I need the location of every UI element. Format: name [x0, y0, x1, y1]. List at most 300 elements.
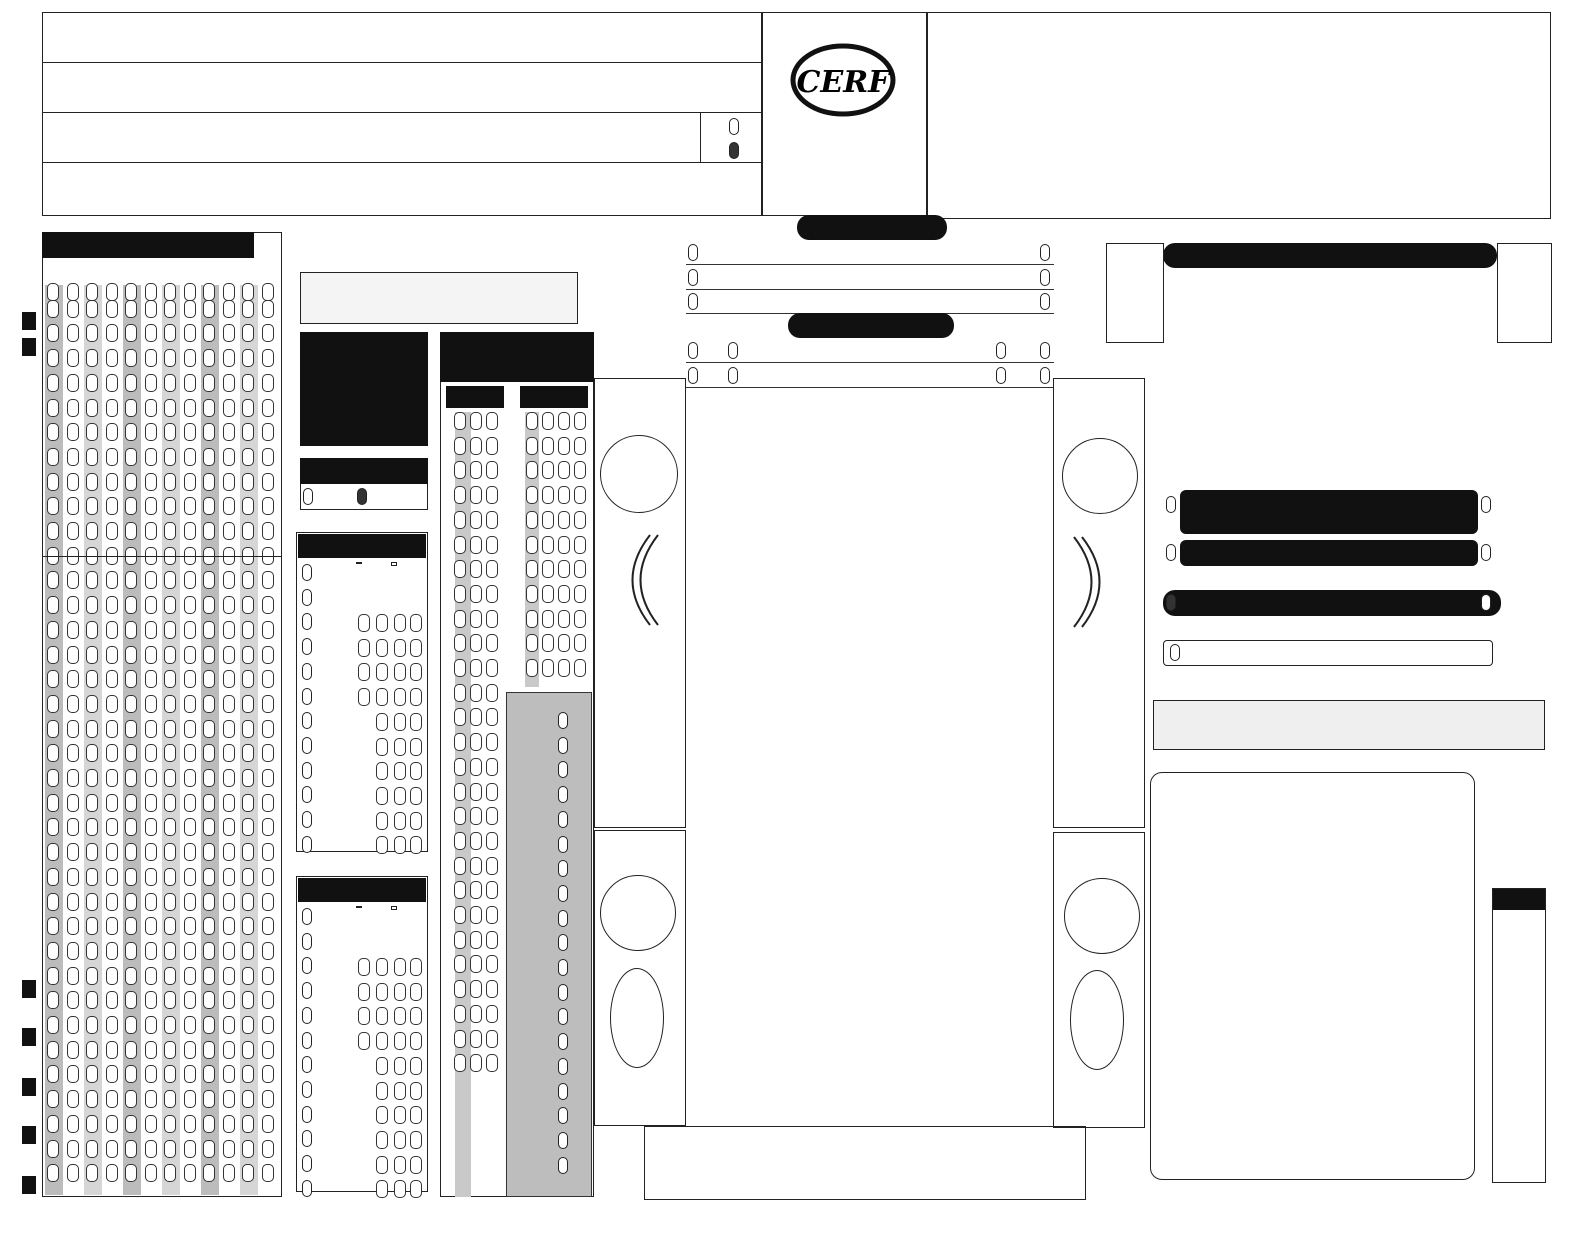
birth-date-month-oval[interactable]	[302, 564, 312, 581]
registration-bubble[interactable]	[242, 967, 254, 985]
birth-date-digit-bubble[interactable]	[376, 738, 388, 756]
registration-bubble[interactable]	[262, 991, 274, 1009]
exam-date-digit-bubble[interactable]	[394, 1057, 406, 1075]
globe-row-oval[interactable]	[1040, 244, 1050, 261]
registration-bubble[interactable]	[47, 374, 59, 392]
cerf-breed-bubble[interactable]	[454, 1030, 466, 1048]
registration-bubble[interactable]	[203, 917, 215, 935]
registration-bubble[interactable]	[242, 1041, 254, 1059]
registration-bubble[interactable]	[86, 843, 98, 861]
registration-bubble[interactable]	[242, 497, 254, 515]
registration-bubble[interactable]	[67, 621, 79, 639]
registration-bubble[interactable]	[223, 1140, 235, 1158]
birth-date-digit-bubble[interactable]	[376, 713, 388, 731]
cerf-breed-bubble[interactable]	[470, 931, 482, 949]
registration-bubble[interactable]	[47, 448, 59, 466]
cerf-color-bubble[interactable]	[574, 412, 586, 430]
exam-date-digit-bubble[interactable]	[410, 1156, 422, 1174]
registration-bubble[interactable]	[86, 473, 98, 491]
registration-bubble[interactable]	[47, 720, 59, 738]
eyelid-row-oval[interactable]	[688, 342, 698, 359]
cerf-breed-bubble[interactable]	[486, 857, 498, 875]
registration-bubble[interactable]	[67, 423, 79, 441]
exam-date-digit-bubble[interactable]	[358, 983, 370, 1001]
registration-bubble[interactable]	[145, 497, 157, 515]
registration-bubble[interactable]	[262, 1065, 274, 1083]
registration-bubble[interactable]	[125, 1065, 137, 1083]
registration-bubble[interactable]	[223, 596, 235, 614]
registration-bubble[interactable]	[184, 374, 196, 392]
registration-bubble[interactable]	[164, 646, 176, 664]
exam-date-digit-bubble[interactable]	[394, 1131, 406, 1149]
sex-m-oval[interactable]	[729, 118, 739, 135]
cerf-color-bubble[interactable]	[558, 560, 570, 578]
cerf-breed-bubble[interactable]	[454, 955, 466, 973]
registration-bubble[interactable]	[145, 571, 157, 589]
registration-blank-bubble[interactable]	[203, 283, 215, 301]
exam-date-month-oval[interactable]	[302, 1130, 312, 1147]
registration-bubble[interactable]	[145, 868, 157, 886]
cerf-breed-bubble[interactable]	[470, 980, 482, 998]
registration-bubble[interactable]	[164, 794, 176, 812]
registration-bubble[interactable]	[242, 522, 254, 540]
cerf-breed-bubble[interactable]	[454, 610, 466, 628]
registration-bubble[interactable]	[164, 868, 176, 886]
cerf-color-bubble[interactable]	[542, 659, 554, 677]
registration-bubble[interactable]	[184, 818, 196, 836]
cerf-breed-bubble[interactable]	[470, 881, 482, 899]
registration-bubble[interactable]	[184, 991, 196, 1009]
registration-bubble[interactable]	[164, 571, 176, 589]
registration-bubble[interactable]	[67, 942, 79, 960]
other-unlisted-right-oval[interactable]	[1166, 496, 1176, 513]
registration-bubble[interactable]	[262, 720, 274, 738]
birth-date-month-oval[interactable]	[302, 836, 312, 853]
birth-date-digit-bubble[interactable]	[410, 812, 422, 830]
registration-bubble[interactable]	[125, 670, 137, 688]
registration-bubble[interactable]	[106, 374, 118, 392]
registration-bubble[interactable]	[184, 893, 196, 911]
birth-date-digit-bubble[interactable]	[376, 836, 388, 854]
birth-date-month-oval[interactable]	[302, 688, 312, 705]
registration-bubble[interactable]	[86, 818, 98, 836]
cerf-breed-bubble[interactable]	[454, 708, 466, 726]
registration-bubble[interactable]	[223, 646, 235, 664]
registration-bubble[interactable]	[262, 1090, 274, 1108]
registration-bubble[interactable]	[223, 695, 235, 713]
registration-blank-bubble[interactable]	[125, 283, 137, 301]
cerf-color-bubble[interactable]	[558, 585, 570, 603]
registration-bubble[interactable]	[67, 769, 79, 787]
exam-date-digit-bubble[interactable]	[410, 958, 422, 976]
registration-bubble[interactable]	[145, 621, 157, 639]
registration-bubble[interactable]	[67, 794, 79, 812]
cerf-breed-bubble[interactable]	[454, 733, 466, 751]
registration-bubble[interactable]	[223, 1065, 235, 1083]
exam-date-month-oval[interactable]	[302, 982, 312, 999]
exam-date-month-oval[interactable]	[302, 1081, 312, 1098]
registration-bubble[interactable]	[106, 596, 118, 614]
exam-date-digit-bubble[interactable]	[376, 1131, 388, 1149]
registration-bubble[interactable]	[223, 720, 235, 738]
birth-date-digit-bubble[interactable]	[376, 762, 388, 780]
registration-bubble[interactable]	[125, 399, 137, 417]
registration-bubble[interactable]	[242, 349, 254, 367]
registration-bubble[interactable]	[203, 1065, 215, 1083]
registration-bubble[interactable]	[145, 942, 157, 960]
registration-bubble[interactable]	[106, 868, 118, 886]
registration-bubble[interactable]	[184, 349, 196, 367]
registration-bubble[interactable]	[242, 1090, 254, 1108]
registration-bubble[interactable]	[164, 1065, 176, 1083]
registration-bubble[interactable]	[164, 942, 176, 960]
cerf-breed-bubble[interactable]	[454, 1005, 466, 1023]
registration-bubble[interactable]	[223, 571, 235, 589]
registration-bubble[interactable]	[262, 349, 274, 367]
exam-date-digit-bubble[interactable]	[410, 1082, 422, 1100]
cerf-breed-bubble[interactable]	[470, 659, 482, 677]
registration-bubble[interactable]	[223, 670, 235, 688]
registration-bubble[interactable]	[86, 1090, 98, 1108]
cerf-breed-bubble[interactable]	[486, 708, 498, 726]
cerf-color-bubble[interactable]	[526, 585, 538, 603]
registration-bubble[interactable]	[145, 473, 157, 491]
registration-bubble[interactable]	[145, 843, 157, 861]
eyelid-row-oval[interactable]	[996, 342, 1006, 359]
registration-bubble[interactable]	[184, 917, 196, 935]
registration-bubble[interactable]	[125, 868, 137, 886]
registration-bubble[interactable]	[86, 744, 98, 762]
exam-date-digit-bubble[interactable]	[410, 1131, 422, 1149]
registration-bubble[interactable]	[184, 967, 196, 985]
birth-date-digit-bubble[interactable]	[394, 762, 406, 780]
registration-bubble[interactable]	[164, 1090, 176, 1108]
registration-bubble[interactable]	[223, 423, 235, 441]
cerf-color-bubble[interactable]	[574, 634, 586, 652]
registration-bubble[interactable]	[164, 917, 176, 935]
registration-bubble[interactable]	[223, 1164, 235, 1182]
cerf-breed-bubble[interactable]	[454, 511, 466, 529]
registration-blank-bubble[interactable]	[145, 283, 157, 301]
registration-bubble[interactable]	[262, 794, 274, 812]
exam-date-digit-bubble[interactable]	[376, 1180, 388, 1198]
cerf-breed-bubble[interactable]	[486, 783, 498, 801]
cerf-breed-bubble[interactable]	[454, 412, 466, 430]
cerf-color-bubble[interactable]	[558, 634, 570, 652]
cerf-breed-bubble[interactable]	[486, 931, 498, 949]
registration-bubble[interactable]	[67, 868, 79, 886]
registration-bubble[interactable]	[145, 399, 157, 417]
exam-date-digit-bubble[interactable]	[394, 1032, 406, 1050]
eyelid-row-oval[interactable]	[728, 342, 738, 359]
registration-bubble[interactable]	[47, 1090, 59, 1108]
cerf-breed-bubble[interactable]	[486, 437, 498, 455]
registration-bubble[interactable]	[203, 596, 215, 614]
cerf-color-bubble[interactable]	[574, 560, 586, 578]
registration-bubble[interactable]	[145, 423, 157, 441]
exam-date-digit-bubble[interactable]	[410, 1032, 422, 1050]
registration-bubble[interactable]	[184, 646, 196, 664]
birth-date-month-oval[interactable]	[302, 737, 312, 754]
cerf-breed-bubble[interactable]	[486, 881, 498, 899]
registration-bubble[interactable]	[106, 991, 118, 1009]
exam-date-digit-bubble[interactable]	[394, 1106, 406, 1124]
registration-bubble[interactable]	[106, 843, 118, 861]
registration-bubble[interactable]	[145, 893, 157, 911]
registration-bubble[interactable]	[67, 843, 79, 861]
registration-bubble[interactable]	[203, 893, 215, 911]
cerf-breed-bubble[interactable]	[470, 634, 482, 652]
registration-bubble[interactable]	[164, 893, 176, 911]
other-right-oval[interactable]	[1166, 544, 1176, 561]
cerf-breed-bubble[interactable]	[454, 437, 466, 455]
cerf-color-bubble[interactable]	[526, 659, 538, 677]
registration-bubble[interactable]	[47, 399, 59, 417]
exam-date-digit-bubble[interactable]	[376, 1032, 388, 1050]
registration-bubble[interactable]	[262, 769, 274, 787]
registration-bubble[interactable]	[184, 695, 196, 713]
registration-bubble[interactable]	[125, 794, 137, 812]
registration-bubble[interactable]	[223, 967, 235, 985]
registration-bubble[interactable]	[47, 596, 59, 614]
birth-date-digit-bubble[interactable]	[376, 688, 388, 706]
cerf-breed-bubble[interactable]	[470, 832, 482, 850]
registration-bubble[interactable]	[125, 1140, 137, 1158]
exam-date-month-oval[interactable]	[302, 908, 312, 925]
registration-bubble[interactable]	[203, 324, 215, 342]
cerf-breed-bubble[interactable]	[470, 511, 482, 529]
registration-bubble[interactable]	[86, 794, 98, 812]
registration-bubble[interactable]	[164, 967, 176, 985]
registration-bubble[interactable]	[203, 967, 215, 985]
registration-bubble[interactable]	[184, 1016, 196, 1034]
registration-bubble[interactable]	[164, 818, 176, 836]
registration-bubble[interactable]	[164, 423, 176, 441]
registration-bubble[interactable]	[67, 646, 79, 664]
cerf-breed-bubble[interactable]	[470, 783, 482, 801]
exam-date-digit-bubble[interactable]	[376, 958, 388, 976]
cerf-breed-bubble[interactable]	[470, 708, 482, 726]
cerf-breed-bubble[interactable]	[454, 634, 466, 652]
registration-bubble[interactable]	[223, 893, 235, 911]
registration-bubble[interactable]	[106, 1140, 118, 1158]
exam-date-month-oval[interactable]	[302, 1155, 312, 1172]
registration-bubble[interactable]	[242, 596, 254, 614]
registration-bubble[interactable]	[67, 324, 79, 342]
registration-bubble[interactable]	[184, 769, 196, 787]
registration-bubble[interactable]	[86, 769, 98, 787]
cerf-breed-bubble[interactable]	[486, 980, 498, 998]
registration-bubble[interactable]	[223, 374, 235, 392]
registration-bubble[interactable]	[47, 522, 59, 540]
exam-date-digit-bubble[interactable]	[394, 1082, 406, 1100]
registration-bubble[interactable]	[184, 448, 196, 466]
female-oval[interactable]	[357, 488, 367, 505]
registration-bubble[interactable]	[67, 1115, 79, 1133]
registration-bubble[interactable]	[86, 1140, 98, 1158]
birth-date-digit-bubble[interactable]	[358, 639, 370, 657]
registration-blank-bubble[interactable]	[67, 283, 79, 301]
registration-bubble[interactable]	[262, 1115, 274, 1133]
birth-date-digit-bubble[interactable]	[394, 614, 406, 632]
exam-date-month-oval[interactable]	[302, 1056, 312, 1073]
registration-bubble[interactable]	[203, 497, 215, 515]
cerf-color-bubble[interactable]	[542, 437, 554, 455]
registration-bubble[interactable]	[164, 843, 176, 861]
registration-bubble[interactable]	[164, 473, 176, 491]
registration-bubble[interactable]	[145, 522, 157, 540]
birth-date-digit-bubble[interactable]	[358, 688, 370, 706]
registration-bubble[interactable]	[242, 1065, 254, 1083]
registration-bubble[interactable]	[106, 695, 118, 713]
registration-bubble[interactable]	[242, 1115, 254, 1133]
registration-bubble[interactable]	[164, 695, 176, 713]
registration-bubble[interactable]	[223, 349, 235, 367]
birth-date-month-oval[interactable]	[302, 589, 312, 606]
registration-bubble[interactable]	[145, 769, 157, 787]
registration-bubble[interactable]	[67, 695, 79, 713]
registration-bubble[interactable]	[203, 374, 215, 392]
registration-bubble[interactable]	[67, 893, 79, 911]
cerf-breed-bubble[interactable]	[470, 585, 482, 603]
exam-date-digit-bubble[interactable]	[410, 1057, 422, 1075]
registration-bubble[interactable]	[262, 695, 274, 713]
cerf-breed-bubble[interactable]	[486, 955, 498, 973]
registration-bubble[interactable]	[106, 448, 118, 466]
exam-date-digit-bubble[interactable]	[358, 958, 370, 976]
globe-row-oval[interactable]	[688, 293, 698, 310]
registration-bubble[interactable]	[164, 744, 176, 762]
registration-bubble[interactable]	[262, 497, 274, 515]
registration-bubble[interactable]	[242, 744, 254, 762]
birth-date-digit-bubble[interactable]	[376, 614, 388, 632]
registration-bubble[interactable]	[184, 794, 196, 812]
globe-row-oval[interactable]	[688, 244, 698, 261]
registration-bubble[interactable]	[125, 300, 137, 318]
registration-bubble[interactable]	[125, 695, 137, 713]
cerf-breed-bubble[interactable]	[486, 659, 498, 677]
registration-bubble[interactable]	[106, 1164, 118, 1182]
registration-bubble[interactable]	[184, 720, 196, 738]
registration-bubble[interactable]	[164, 1140, 176, 1158]
cerf-breed-bubble[interactable]	[470, 1054, 482, 1072]
registration-bubble[interactable]	[145, 1164, 157, 1182]
cerf-breed-bubble[interactable]	[486, 832, 498, 850]
registration-bubble[interactable]	[125, 571, 137, 589]
registration-bubble[interactable]	[125, 374, 137, 392]
registration-bubble[interactable]	[86, 720, 98, 738]
registration-bubble[interactable]	[86, 497, 98, 515]
registration-bubble[interactable]	[223, 744, 235, 762]
registration-bubble[interactable]	[47, 917, 59, 935]
registration-bubble[interactable]	[125, 596, 137, 614]
registration-bubble[interactable]	[47, 1065, 59, 1083]
cerf-breed-bubble[interactable]	[470, 437, 482, 455]
registration-bubble[interactable]	[184, 843, 196, 861]
birth-date-month-oval[interactable]	[302, 712, 312, 729]
registration-bubble[interactable]	[242, 571, 254, 589]
registration-bubble[interactable]	[47, 497, 59, 515]
registration-bubble[interactable]	[242, 1016, 254, 1034]
registration-bubble[interactable]	[203, 621, 215, 639]
registration-bubble[interactable]	[184, 1115, 196, 1133]
registration-bubble[interactable]	[145, 646, 157, 664]
registration-bubble[interactable]	[86, 349, 98, 367]
registration-bubble[interactable]	[184, 522, 196, 540]
cerf-color-bubble[interactable]	[526, 437, 538, 455]
registration-bubble[interactable]	[262, 522, 274, 540]
registration-bubble[interactable]	[203, 1016, 215, 1034]
cerf-color-bubble[interactable]	[558, 511, 570, 529]
registration-bubble[interactable]	[262, 942, 274, 960]
cerf-breed-bubble[interactable]	[470, 412, 482, 430]
cerf-color-bubble[interactable]	[574, 461, 586, 479]
exam-date-digit-bubble[interactable]	[376, 1057, 388, 1075]
registration-bubble[interactable]	[184, 942, 196, 960]
registration-bubble[interactable]	[242, 399, 254, 417]
registration-bubble[interactable]	[67, 473, 79, 491]
registration-bubble[interactable]	[125, 1090, 137, 1108]
registration-bubble[interactable]	[47, 646, 59, 664]
exam-date-month-oval[interactable]	[302, 933, 312, 950]
registration-bubble[interactable]	[125, 621, 137, 639]
registration-bubble[interactable]	[125, 744, 137, 762]
registration-bubble[interactable]	[203, 1090, 215, 1108]
registration-bubble[interactable]	[203, 744, 215, 762]
cerf-breed-bubble[interactable]	[486, 1005, 498, 1023]
registration-bubble[interactable]	[203, 794, 215, 812]
cerf-color-bubble[interactable]	[526, 486, 538, 504]
cerf-breed-bubble[interactable]	[454, 585, 466, 603]
cerf-breed-bubble[interactable]	[486, 733, 498, 751]
registration-bubble[interactable]	[262, 1041, 274, 1059]
birth-date-digit-bubble[interactable]	[394, 713, 406, 731]
cerf-breed-bubble[interactable]	[486, 684, 498, 702]
registration-bubble[interactable]	[145, 794, 157, 812]
birth-date-digit-bubble[interactable]	[358, 614, 370, 632]
duplicate-form-oval[interactable]	[1170, 644, 1180, 661]
registration-bubble[interactable]	[223, 324, 235, 342]
registration-bubble[interactable]	[262, 324, 274, 342]
registration-bubble[interactable]	[106, 818, 118, 836]
registration-bubble[interactable]	[164, 621, 176, 639]
cerf-color-bubble[interactable]	[526, 536, 538, 554]
registration-bubble[interactable]	[67, 1164, 79, 1182]
registration-bubble[interactable]	[125, 448, 137, 466]
birth-date-month-oval[interactable]	[302, 663, 312, 680]
registration-bubble[interactable]	[125, 893, 137, 911]
registration-bubble[interactable]	[242, 818, 254, 836]
birth-date-digit-bubble[interactable]	[410, 738, 422, 756]
birth-date-digit-bubble[interactable]	[394, 639, 406, 657]
registration-bubble[interactable]	[145, 349, 157, 367]
registration-bubble[interactable]	[242, 646, 254, 664]
registration-bubble[interactable]	[106, 917, 118, 935]
cerf-color-bubble[interactable]	[542, 486, 554, 504]
registration-bubble[interactable]	[106, 1041, 118, 1059]
registration-bubble[interactable]	[184, 670, 196, 688]
cerf-breed-bubble[interactable]	[470, 486, 482, 504]
registration-bubble[interactable]	[47, 942, 59, 960]
registration-bubble[interactable]	[47, 818, 59, 836]
registration-bubble[interactable]	[203, 473, 215, 491]
registration-bubble[interactable]	[164, 1041, 176, 1059]
registration-bubble[interactable]	[184, 1090, 196, 1108]
cerf-breed-bubble[interactable]	[486, 412, 498, 430]
registration-bubble[interactable]	[242, 843, 254, 861]
registration-bubble[interactable]	[86, 1164, 98, 1182]
registration-bubble[interactable]	[203, 522, 215, 540]
